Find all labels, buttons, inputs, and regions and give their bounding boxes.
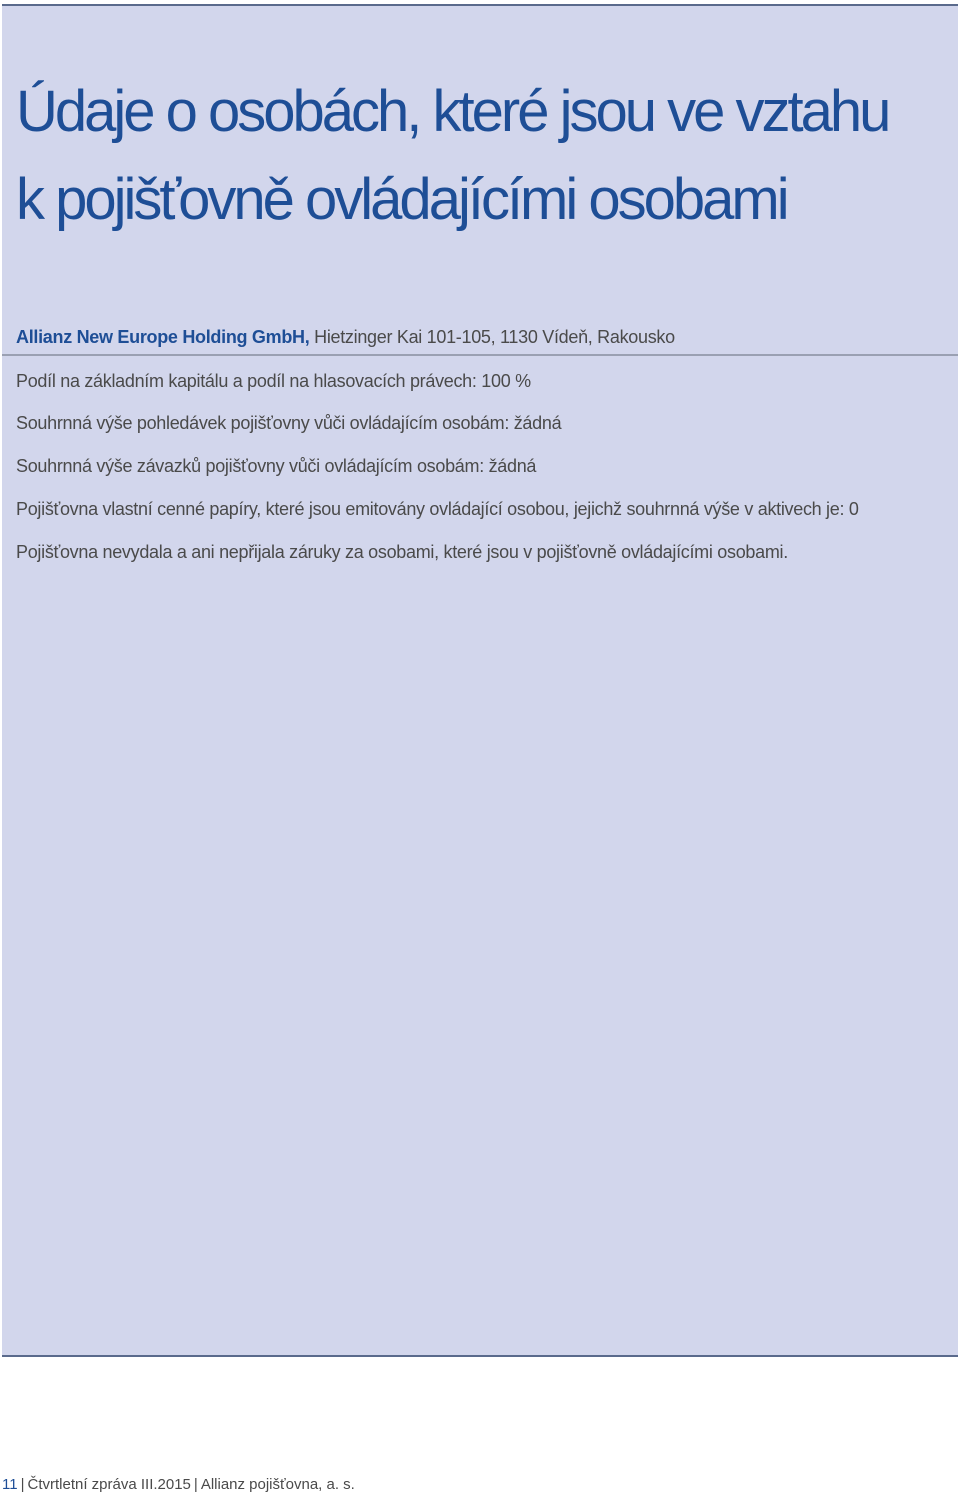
footer-report-name: Čtvrtletní zpráva III.2015 <box>27 1476 191 1493</box>
detail-liabilities: Souhrnná výše závazků pojišťovny vůči ovládajícím osobám: žádná <box>16 456 537 476</box>
detail-guarantees: Pojišťovna nevydala a ani nepřijala záruky za osobami, které jsou v pojišťovně ovládajícími osobami. <box>16 542 788 562</box>
page-title-line-1: Údaje o osobách, které jsou ve vztahu <box>16 79 889 144</box>
detail-share-capital: Podíl na základním kapitálu a podíl na hlasovacích právech: 100 % <box>16 371 531 391</box>
content-panel <box>2 4 958 1357</box>
detail-receivables: Souhrnná výše pohledávek pojišťovny vůči ovládajícím osobám: žádná <box>16 413 562 433</box>
controlling-entity-row <box>16 326 675 348</box>
detail-securities: Pojišťovna vlastní cenné papíry, které jsou emitovány ovládající osobou, jejichž souhrnná výše v aktivech je: 0 <box>16 499 859 519</box>
footer-separator-1: | <box>20 1476 25 1493</box>
section-divider <box>2 354 958 356</box>
company-address: Hietzinger Kai 101-105, 1130 Vídeň, Rakousko <box>309 327 675 347</box>
page-title-line-2: k pojišťovně ovládajícími osobami <box>16 167 787 232</box>
footer-page-number: 11 <box>2 1476 18 1493</box>
footer-separator-2: | <box>193 1476 198 1493</box>
page-footer <box>2 1475 355 1495</box>
page-title <box>16 68 951 244</box>
company-name: Allianz New Europe Holding GmbH, <box>16 327 310 347</box>
footer-company-name: Allianz pojišťovna, a. s. <box>200 1476 355 1493</box>
